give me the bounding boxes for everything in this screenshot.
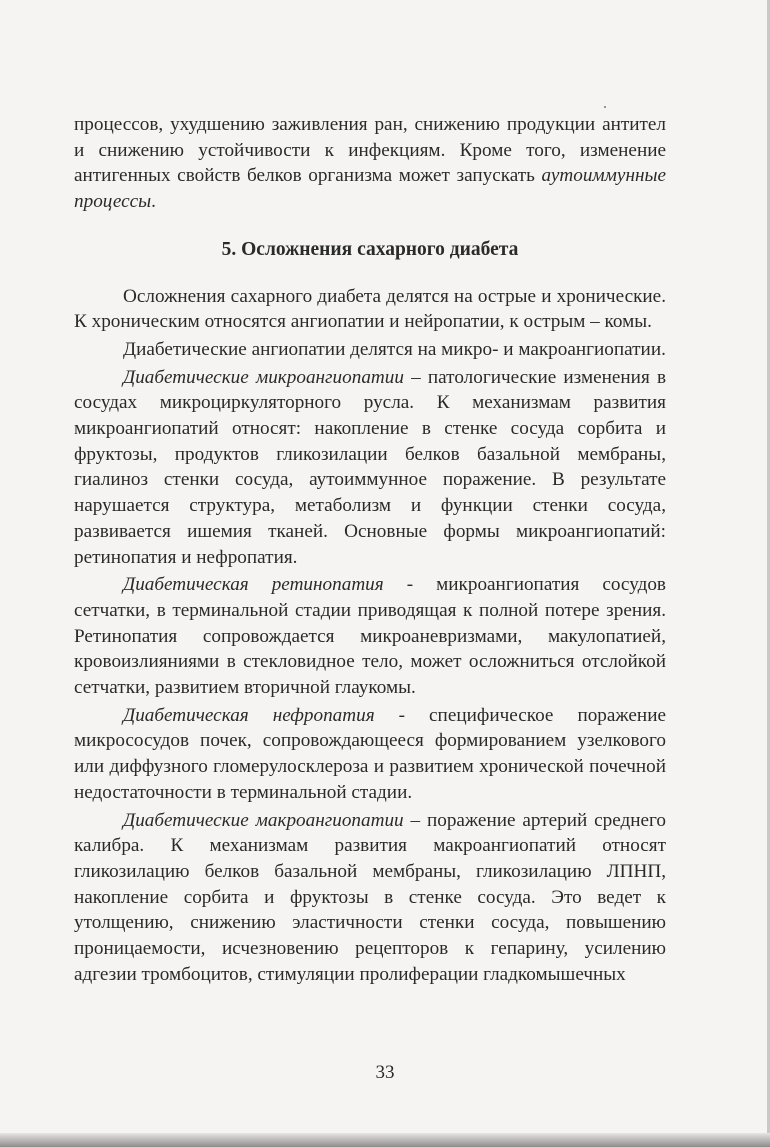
italic-term: Диабетические макроангиопатии [123,809,404,831]
paragraph-retinopathy [74,572,666,701]
scan-bottom-edge [0,1133,770,1147]
text-segment: Осложнения сахарного диабета делятся на острые и хронические. К хроническим относятся ангиопатии и нейропатии, к острым – комы. [74,285,666,333]
scan-speck [604,106,606,108]
text-segment: - специфическое поражение микрососудов почек, сопровождающееся формированием узелкового или диффузного гломерулосклероза и развитием хронической почечной недостаточности в терминальной стадии. [74,704,666,803]
italic-term: Диабетическая ретинопатия [123,574,384,596]
text-segment: - микроангиопатия сосудов сетчатки, в терминальной стадии приводящая к полной потере зрения. Ретинопатия сопровождается микроаневризмами, макулопатией, кровоизлияниями в стекловидное тело, может осложниться отслойкой сетчатки, развитием вторичной глаукомы. [74,574,666,699]
text-segment: Диабетические ангиопатии делятся на микро- и макроангиопатии. [123,338,666,360]
paragraph-continuation [74,112,666,215]
body-text [74,112,666,988]
paragraph-macroangiopathies [74,808,666,988]
paragraph-microangiopathies [74,365,666,571]
paragraph-angiopathies [74,337,666,363]
paragraph-complications [74,284,666,335]
text-segment: . [151,191,156,213]
heading-text: 5. Осложнения сахарного диабета [221,238,519,260]
section-heading [74,237,666,263]
text-segment: процессов, ухудшению заживления ран, снижению продукции антител и снижению устойчивости к инфекциям. Кроме того, изменение антигенных свойств белков организма может запускать [74,114,666,187]
italic-term: Диабетические микроангиопатии [123,366,404,388]
text-segment: – поражение артерий среднего калибра. К механизмам развития макроангиопатий относят гликозилацию белков базальной мембраны, гликозилацию ЛПНП, накопление сорбита и фруктозы в стенке сосуда. Это ведет к утолщению, снижению эластичности стенки сосуда, повышению проницаемости, исчезновению рецепторов к гепарину, усилению адгезии тромбоцитов, стимуляции пролиферации гладкомышечных [74,809,667,985]
paragraph-nephropathy [74,703,666,806]
text-segment: – патологические изменения в сосудах микроциркуляторного русла. К механизмам развития микроангиопатий относят: накопление в стенке сосуда сорбита и фруктозы, продуктов гликозилации белков базальной мембраны, гиалиноз стенки сосуда, аутоиммунное поражение. В результате нарушается структура, метаболизм и функции стенки сосуда, развивается ишемия тканей. Основные формы микроангиопатий: ретинопатия и нефропатия. [74,366,667,568]
page-number: 33 [375,1062,395,1083]
italic-term: Диабетическая нефропатия [123,704,375,726]
italic-term: аутоиммунные процессы [74,165,666,213]
